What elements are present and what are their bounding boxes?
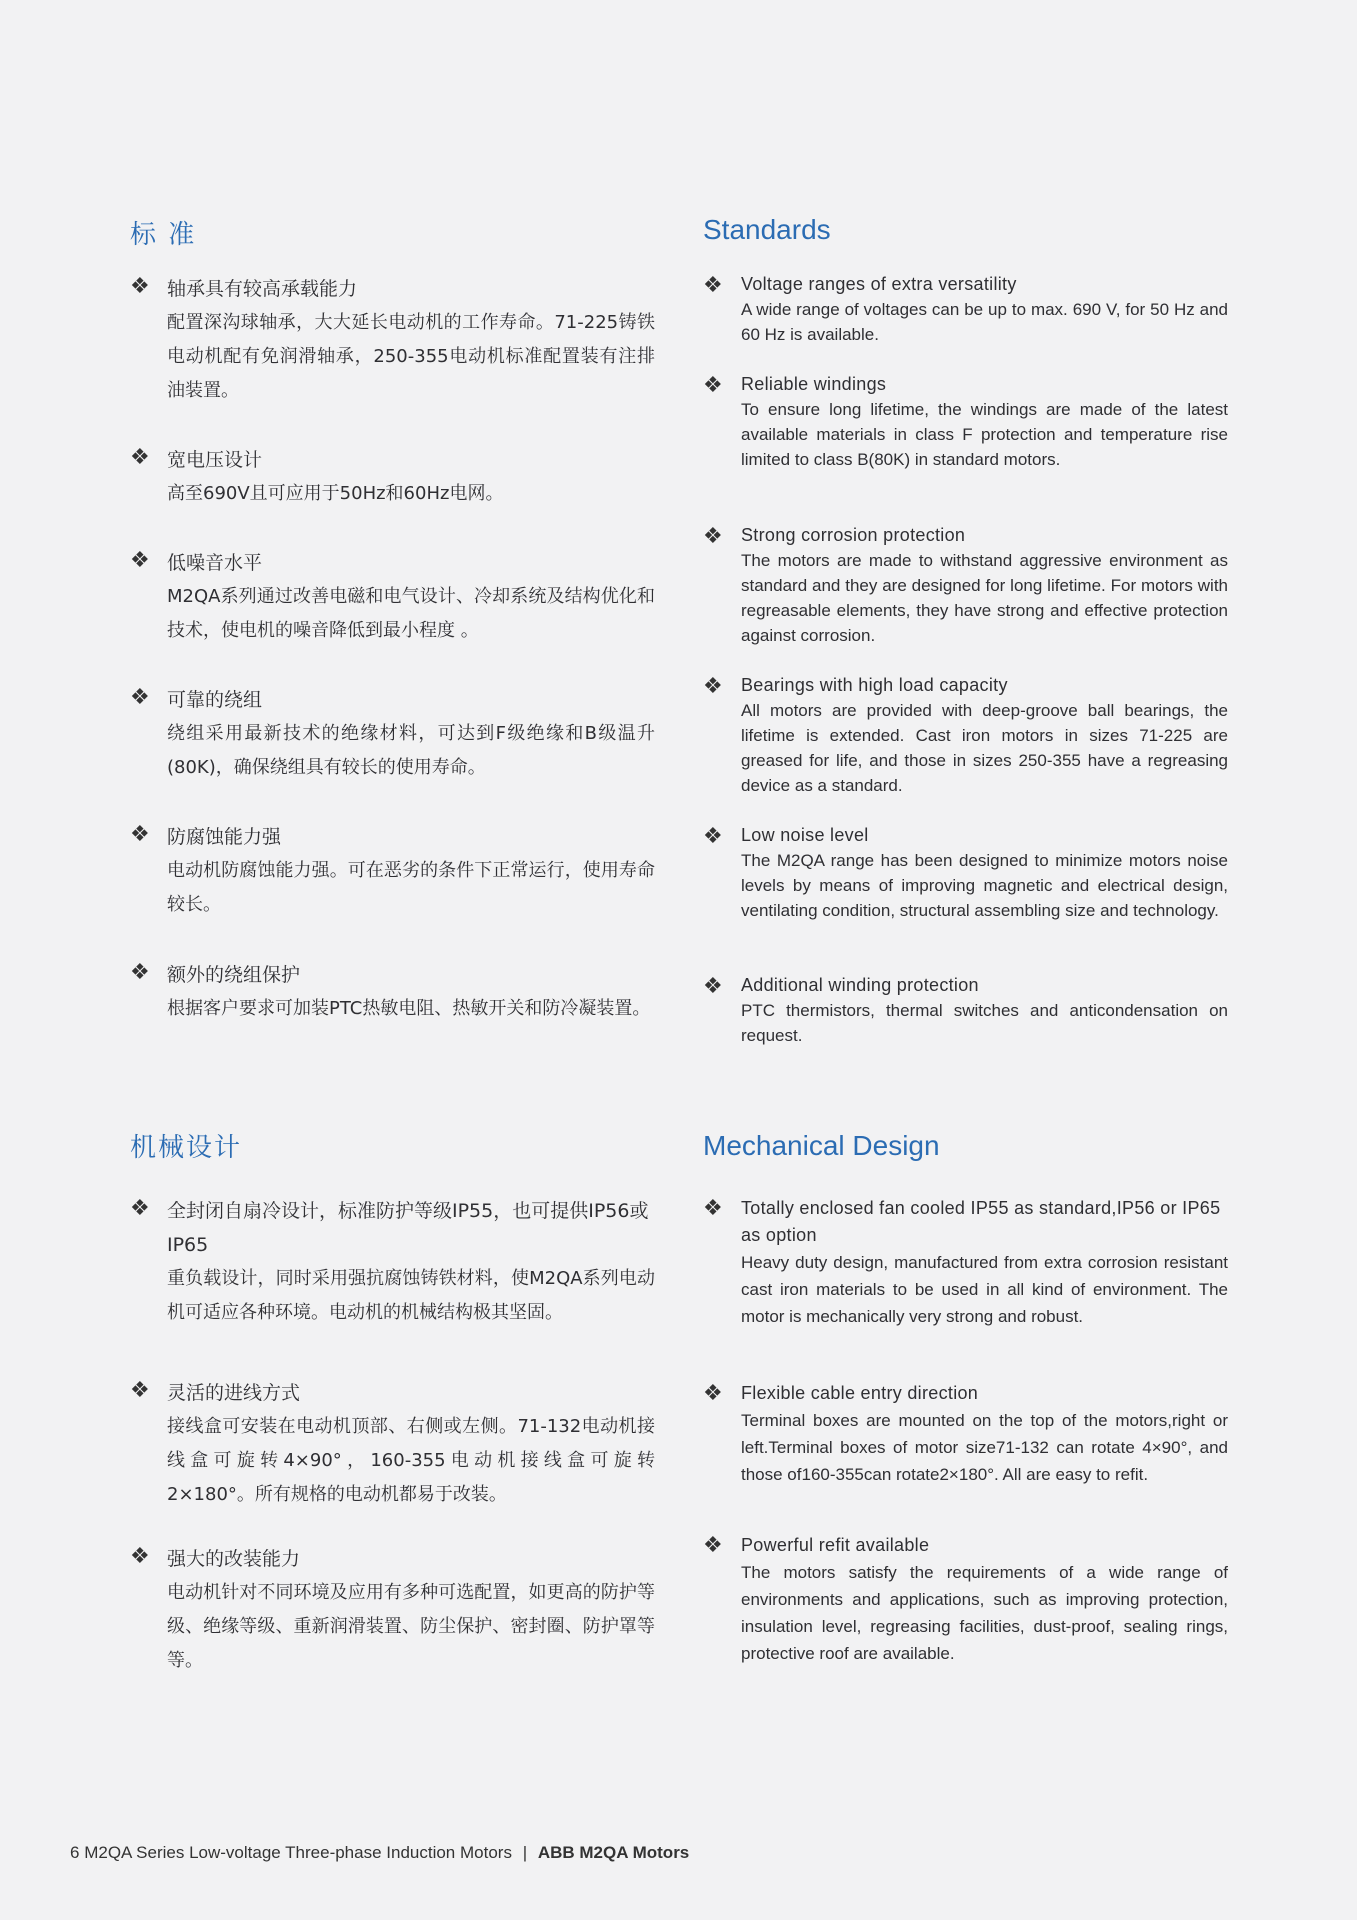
diamond-bullet-icon: ❖ [130,1544,150,1569]
item-text: Heavy duty design, manufactured from extra corrosion resistant cast iron materials to be used in all kind of environment. The motor is mechanically very strong and robust. [741,1253,1228,1326]
item-title: 轴承具有较高承载能力 [167,278,358,300]
diamond-bullet-icon: ❖ [703,824,723,849]
diamond-bullet-icon: ❖ [130,960,150,985]
item-text: A wide range of voltages can be up to max. 690 V, for 50 Hz and 60 Hz is available. [741,300,1228,344]
zh-mech-item [130,1542,655,1678]
item-title: Flexible cable entry direction [741,1383,979,1403]
diamond-bullet-icon: ❖ [130,274,150,299]
zh-standards-item [130,546,655,648]
item-title: 可靠的绕组 [167,689,263,711]
diamond-bullet-icon: ❖ [703,373,723,398]
diamond-bullet-icon: ❖ [130,1196,150,1221]
diamond-bullet-icon: ❖ [130,1378,150,1403]
footer-brand: ABB M2QA Motors [537,1843,690,1862]
item-text: PTC thermistors, thermal switches and anticondensation on request. [741,1001,1228,1045]
diamond-bullet-icon: ❖ [130,445,150,470]
item-title: 灵活的进线方式 [167,1382,301,1404]
en-standards-item [703,372,1228,472]
zh-mech-item [130,1194,655,1330]
zh-standards-title: 标 准 [130,220,197,250]
diamond-bullet-icon: ❖ [130,822,150,847]
item-text: 电动机针对不同环境及应用有多种可选配置，如更高的防护等级、绝缘等级、重新润滑装置、防尘保护、密封圈、防护罩等等。 [167,1582,655,1671]
item-title: 防腐蚀能力强 [167,826,282,848]
item-title: Powerful refit available [741,1535,930,1555]
footer-series: M2QA Series Low-voltage Three-phase Induction Motors [84,1843,512,1862]
page-footer [70,1843,689,1863]
item-title: Reliable windings [741,374,887,394]
footer-separator: | [522,1843,528,1862]
item-text: 接线盒可安装在电动机顶部、右侧或左侧。71-132电动机接线盒可旋转4×90°，160-355电动机接线盒可旋转2×180°。所有规格的电动机都易于改装。 [167,1416,655,1505]
zh-standards-item [130,820,655,922]
chinese-column [130,0,655,1800]
zh-standards-item [130,443,655,511]
item-text: 重负载设计，同时采用强抗腐蚀铸铁材料，使M2QA系列电动机可适应各种环境。电动机的机械结构极其坚固。 [167,1268,655,1323]
item-text: All motors are provided with deep-groove ball bearings, the lifetime is extended. Cast iron motors in sizes 71-225 are greased for life, and those in sizes 250-355 have a regreasing device as a standard. [741,701,1228,795]
item-text: The motors satisfy the requirements of a wide range of environments and applications, such as improving protection, insulation level, regreasing facilities, dust-proof, sealing rings, protective roof are available. [741,1563,1228,1663]
diamond-bullet-icon: ❖ [703,674,723,699]
item-text: The motors are made to withstand aggressive environment as standard and they are designed for long lifetime. For motors with regreasable elements, they have strong and effective protection against corrosion. [741,551,1228,645]
zh-standards-item [130,683,655,785]
en-standards-item [703,272,1228,347]
en-standards-item [703,973,1228,1048]
en-mech-item [703,1195,1228,1330]
diamond-bullet-icon: ❖ [703,524,723,549]
diamond-bullet-icon: ❖ [703,1533,723,1558]
en-standards-item [703,673,1228,798]
en-mech-title: Mechanical Design [703,1130,940,1161]
diamond-bullet-icon: ❖ [703,273,723,298]
zh-mech-title: 机械设计 [130,1133,243,1163]
en-mech-item [703,1380,1228,1488]
en-standards-item [703,823,1228,923]
en-standards-title: Standards [703,214,831,245]
item-title: Strong corrosion protection [741,525,966,545]
item-text: 电动机防腐蚀能力强。可在恶劣的条件下正常运行，使用寿命较长。 [167,860,655,915]
item-title: Voltage ranges of extra versatility [741,274,1017,294]
item-title: 强大的改装能力 [167,1548,301,1570]
item-text: The M2QA range has been designed to minimize motors noise levels by means of improving magnetic and electrical design, ventilating condition, structural assembling size and technology. [741,851,1228,920]
item-text: 高至690V且可应用于50Hz和60Hz电网。 [167,483,504,504]
item-title: Additional winding protection [741,975,979,995]
english-column [703,0,1228,1800]
item-text: 绕组采用最新技术的绝缘材料，可达到F级绝缘和B级温升(80K)，确保绕组具有较长的使用寿命。 [167,723,655,778]
item-title: 宽电压设计 [167,449,263,471]
item-title: 额外的绕组保护 [167,964,301,986]
diamond-bullet-icon: ❖ [703,974,723,999]
item-text: 根据客户要求可加装PTC热敏电阻、热敏开关和防冷凝装置。 [167,998,651,1019]
item-title: Bearings with high load capacity [741,675,1008,695]
item-title: Totally enclosed fan cooled IP55 as standard,IP56 or IP65 as option [741,1198,1221,1245]
item-text: To ensure long lifetime, the windings are made of the latest available materials in class F protection and temperature rise limited to class B(80K) in standard motors. [741,400,1228,469]
en-standards-item [703,523,1228,648]
item-title: 全封闭自扇冷设计，标准防护等级IP55，也可提供IP56或IP65 [167,1200,649,1256]
item-title: 低噪音水平 [167,552,263,574]
zh-standards-item [130,958,655,1026]
zh-standards-item [130,272,655,408]
item-text: 配置深沟球轴承，大大延长电动机的工作寿命。71-225铸铁电动机配有免润滑轴承，250-355电动机标准配置装有注排油装置。 [167,312,655,401]
diamond-bullet-icon: ❖ [130,548,150,573]
item-text: M2QA系列通过改善电磁和电气设计、冷却系统及结构优化和技术，使电机的噪音降低到最小程度 。 [167,586,655,641]
item-text: Terminal boxes are mounted on the top of the motors,right or left.Terminal boxes of motor size71-132 can rotate 4×90°, and those of160-355can rotate2×180°. All are easy to refit. [741,1411,1228,1484]
en-mech-item [703,1532,1228,1667]
diamond-bullet-icon: ❖ [703,1196,723,1221]
page-number: 6 [70,1843,80,1862]
diamond-bullet-icon: ❖ [130,685,150,710]
item-title: Low noise level [741,825,869,845]
diamond-bullet-icon: ❖ [703,1381,723,1406]
zh-mech-item [130,1376,655,1512]
